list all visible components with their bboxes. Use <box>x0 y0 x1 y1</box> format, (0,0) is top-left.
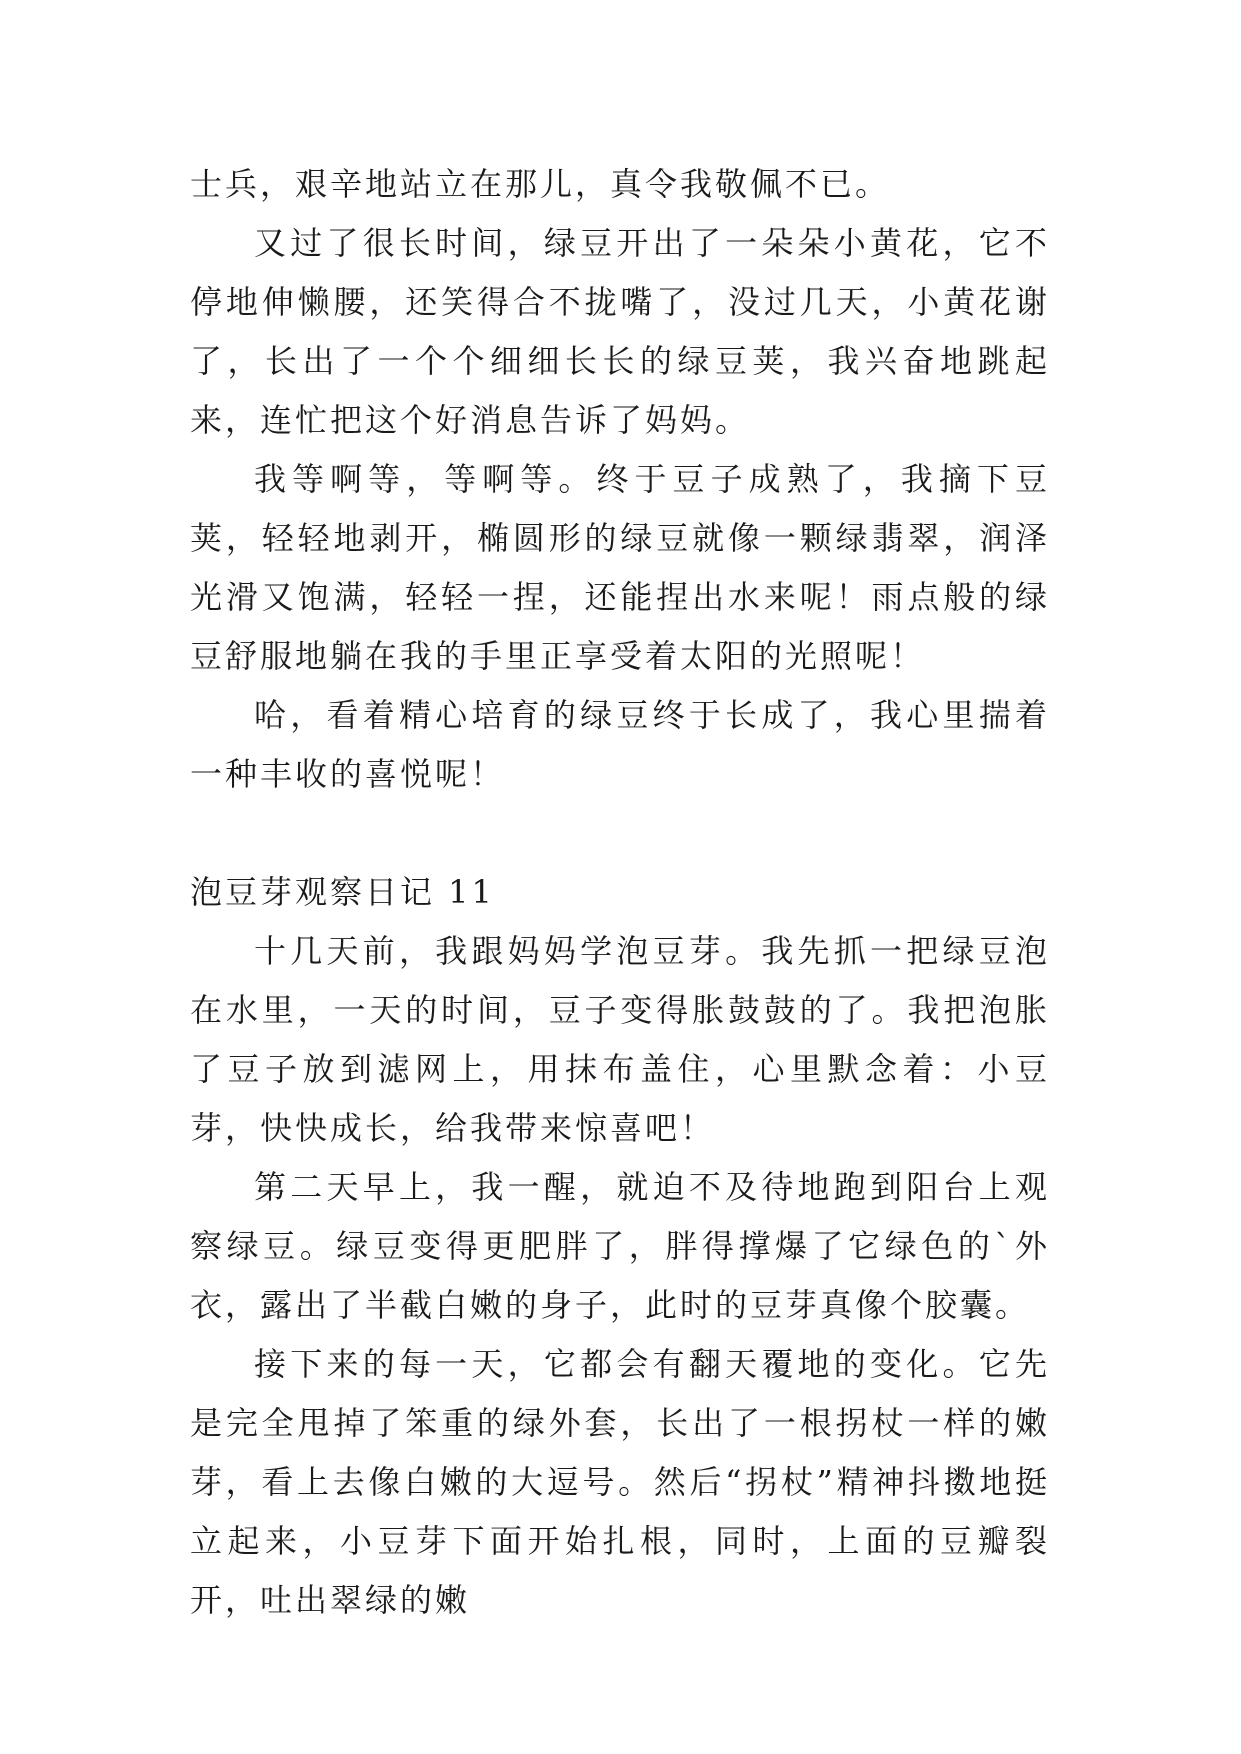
paragraph: 第二天早上，我一醒，就迫不及待地跑到阳台上观察绿豆。绿豆变得更肥胖了，胖得撑爆了它绿色的`外衣，露出了半截白嫩的身子，此时的豆芽真像个胶囊。 <box>190 1168 1050 1324</box>
paragraph: 哈，看着精心培育的绿豆终于长成了，我心里揣着一种丰收的喜悦呢！ <box>190 696 1050 793</box>
paragraph: 十几天前，我跟妈妈学泡豆芽。我先抓一把绿豆泡在水里，一天的时间，豆子变得胀鼓鼓的了。我把泡胀了豆子放到滤网上，用抹布盖住，心里默念着：小豆芽，快快成长，给我带来惊喜吧！ <box>190 932 1050 1147</box>
paragraph: 接下来的每一天，它都会有翻天覆地的变化。它先是完全甩掉了笨重的绿外套，长出了一根拐杖一样的嫩芽，看上去像白嫩的大逗号。然后“拐杖”精神抖擞地挺立起来，小豆芽下面开始扎根，同时，上面的豆瓣裂开，吐出翠绿的嫩 <box>190 1345 1050 1619</box>
document-body <box>190 155 1050 1630</box>
paragraph-continuation: 士兵，艰辛地站立在那儿，真令我敬佩不已。 <box>190 165 891 203</box>
section-title: 泡豆芽观察日记 11 <box>190 873 495 911</box>
paragraph: 我等啊等，等啊等。终于豆子成熟了，我摘下豆荚，轻轻地剥开，椭圆形的绿豆就像一颗绿翡翠，润泽光滑又饱满，轻轻一捏，还能捏出水来呢！雨点般的绿豆舒服地躺在我的手里正享受着太阳的光照呢！ <box>190 460 1050 675</box>
paragraph: 又过了很长时间，绿豆开出了一朵朵小黄花，它不停地伸懒腰，还笑得合不拢嘴了，没过几天，小黄花谢了，长出了一个个细细长长的绿豆荚，我兴奋地跳起来，连忙把这个好消息告诉了妈妈。 <box>190 224 1050 439</box>
